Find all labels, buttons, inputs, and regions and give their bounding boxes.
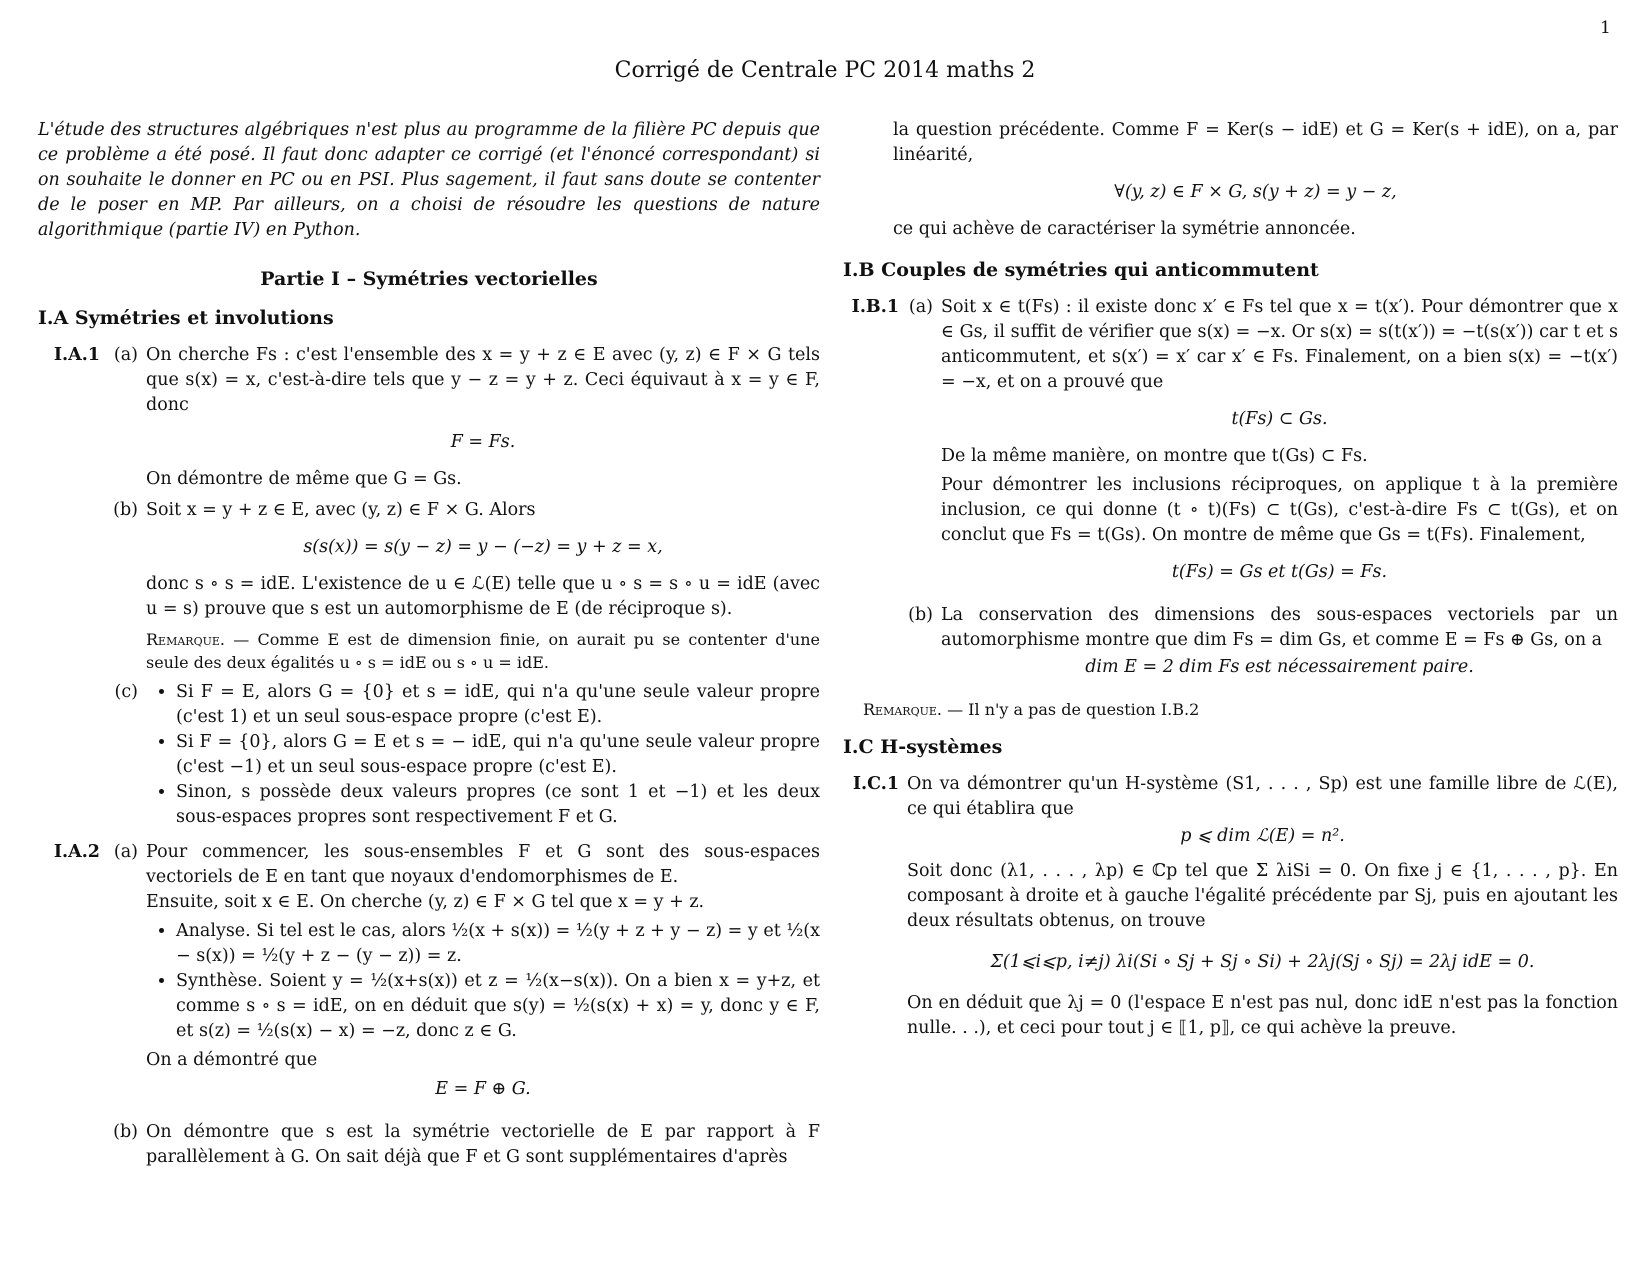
part-heading: Partie I – Symétries vectorielles xyxy=(260,268,598,290)
page-title: Corrigé de Centrale PC 2014 maths 2 xyxy=(614,58,1036,83)
subquestion-tag: (c) xyxy=(114,682,138,702)
question-IB1-b xyxy=(843,603,1618,692)
answer-text: La conservation des dimensions des sous-espaces vectoriels par un automorphisme montre que dim Fs = dim Gs, et comme E = Fs ⊕ Gs, on a xyxy=(941,605,1618,650)
question-label: I.B.1 xyxy=(851,297,899,317)
subquestion-tag: (b) xyxy=(908,605,933,625)
answer-text: Ensuite, soit x ∈ E. On cherche (y, z) ∈ F × G tel que x = y + z. xyxy=(146,892,705,912)
math-display: E = F ⊕ G. xyxy=(435,1079,531,1099)
answer-text: Soit donc (λ1, . . . , λp) ∈ ℂp tel que Σ λiSi = 0. On fixe j ∈ {1, . . . , p}. En composant à droite et à gauche l'égalité précédente par Sj, puis en ajoutant les deux résultats obtenus, on trouve xyxy=(907,861,1618,931)
subquestion-tag: (b) xyxy=(113,500,138,520)
math-display: ∀(y, z) ∈ F × G, s(y + z) = y − z, xyxy=(1114,182,1397,202)
question-IA1-c xyxy=(38,680,820,834)
answer-text: On a démontré que xyxy=(146,1050,318,1070)
math-display: dim E = 2 dim Fs est nécessairement paire. xyxy=(1085,657,1474,677)
left-column xyxy=(38,118,820,1170)
subquestion-tag: (a) xyxy=(908,297,933,317)
math-display: p ⩽ dim ℒ(E) = n². xyxy=(1180,826,1345,846)
subquestion-tag: (a) xyxy=(113,842,138,862)
math-display: F = Fs. xyxy=(450,432,516,452)
question-label: I.C.1 xyxy=(852,774,899,794)
answer-text: Pour démontrer les inclusions réciproques, on applique t à la première inclusion, ce qui donne (t ∘ t)(Fs) ⊂ t(Gs), c'est-à-dire Fs ⊂ t(Gs), et on conclut que Fs = t(Gs). On montre de même que Gs = t(Fs). Finalement, xyxy=(941,475,1618,545)
answer-text: Soit x ∈ t(Fs) : il existe donc x′ ∈ Fs tel que x = t(x′). Pour démontrer que x ∈ Gs, il suffit de vérifier que s(x) = −x. Or s(x) = s(t(x′)) = −t(s(x′)) car t et s anticommutent, et s(x′) = x′ car x′ ∈ Fs. Finalement, on a bien s(x) = −t(x′) = −x, et on a prouvé que xyxy=(941,297,1618,392)
list-item: • Sinon, s possède deux valeurs propres (ce sont 1 et −1) et les deux sous-espaces propres sont respectivement F et G. xyxy=(176,780,820,830)
section-heading-IC: I.C H-systèmes xyxy=(843,736,1003,758)
answer-text: ce qui achève de caractériser la symétrie annoncée. xyxy=(893,219,1356,239)
remark xyxy=(146,628,820,674)
answer-text: On démontre que s est la symétrie vectorielle de E par rapport à F parallèlement à G. On sait déjà que F et G sont supplémentaires d'après xyxy=(146,1122,820,1167)
math-display: t(Fs) = Gs et t(Gs) = Fs. xyxy=(1171,562,1388,582)
remark-text: — Il n'y a pas de question I.B.2 xyxy=(947,700,1200,719)
question-label: I.A.2 xyxy=(53,842,100,862)
page-number: 1 xyxy=(1600,18,1611,38)
answer-text: On va démontrer qu'un H-système (S1, . . . , Sp) est une famille libre de ℒ(E), ce qui établira que xyxy=(907,774,1618,819)
math-display: t(Fs) ⊂ Gs. xyxy=(1231,409,1328,429)
math-display: Σ(1⩽i⩽p, i≠j) λi(Si ∘ Sj + Sj ∘ Si) + 2λj(Sj ∘ Sj) = 2λj idE = 0. xyxy=(990,952,1535,972)
remark xyxy=(843,698,1618,721)
math-display: s(s(x)) = s(y − z) = y − (−z) = y + z = x, xyxy=(303,537,663,557)
answer-text: Pour commencer, les sous-ensembles F et G sont des sous-espaces vectoriels de E en tant que noyaux d'endomorphismes de E. xyxy=(146,842,820,887)
answer-text: On cherche Fs : c'est l'ensemble des x = y + z ∈ E avec (y, z) ∈ F × G tels que s(x) = x, c'est-à-dire tels que y − z = y + z. Ceci équivaut à x = y ∈ F, donc xyxy=(146,345,820,415)
right-column xyxy=(843,118,1618,1041)
question-IA2-a xyxy=(38,840,820,1114)
remark-text: — Comme E est de dimension finie, on aurait pu se contenter d'une seule des deux égalités u ∘ s = idE ou s ∘ u = idE. xyxy=(146,630,821,672)
answer-text: la question précédente. Comme F = Ker(s − idE) et G = Ker(s + idE), on a, par linéarité, xyxy=(893,120,1618,165)
subquestion-tag: (b) xyxy=(113,1122,138,1142)
question-IA1-b xyxy=(38,498,820,674)
answer-text: Soit x = y + z ∈ E, avec (y, z) ∈ F × G. Alors xyxy=(146,500,536,520)
question-IC1 xyxy=(843,772,1618,1041)
question-IA2-b xyxy=(38,1120,820,1170)
question-IA1-a xyxy=(38,343,820,492)
list-item: • Analyse. Si tel est le cas, alors ½(x + s(x)) = ½(y + z + y − z) = y et ½(x − s(x)) = ½(y + z − (y − z)) = z. xyxy=(176,919,820,969)
subquestion-tag: (a) xyxy=(113,345,138,365)
question-label: I.A.1 xyxy=(53,345,100,365)
question-IB1-a xyxy=(843,295,1618,597)
remark-head: Remarque. xyxy=(146,630,225,649)
list-item: • Si F = E, alors G = {0} et s = idE, qui n'a qu'une seule valeur propre (c'est 1) et un seul sous-espace propre (c'est E). xyxy=(176,680,820,730)
answer-text: On démontre de même que G = Gs. xyxy=(146,469,462,489)
section-heading-IA: I.A Symétries et involutions xyxy=(38,307,334,329)
list-item: • Si F = {0}, alors G = E et s = − idE, qui n'a qu'une seule valeur propre (c'est −1) et un seul sous-espace propre (c'est E). xyxy=(176,730,820,780)
answer-text: On en déduit que λj = 0 (l'espace E n'est pas nul, donc idE n'est pas la fonction nulle. . .), et ceci pour tout j ∈ ⟦1, p⟧, ce qui achève la preuve. xyxy=(907,993,1618,1038)
list-item: • Synthèse. Soient y = ½(x+s(x)) et z = ½(x−s(x)). On a bien x = y+z, et comme s ∘ s = idE, on en déduit que s(y) = ½(s(x) + x) = y, donc y ∈ F, et s(z) = ½(s(x) − x) = −z, donc z ∈ G. xyxy=(176,969,820,1044)
intro-paragraph: L'étude des structures algébriques n'est plus au programme de la filière PC depuis que ce problème a été posé. Il faut donc adapter ce corrigé (et l'énoncé correspondant) si on souhaite le donner en PC ou en PSI. Plus sagement, il faut sans doute se contenter de le poser en MP. Par ailleurs, on a choisi de résoudre les questions de nature algorithmique (partie IV) en Python. xyxy=(38,120,820,240)
answer-text: De la même manière, on montre que t(Gs) ⊂ Fs. xyxy=(941,446,1368,466)
remark-head: Remarque. xyxy=(863,700,942,719)
answer-text: donc s ∘ s = idE. L'existence de u ∈ ℒ(E) telle que u ∘ s = s ∘ u = idE (avec u = s) prouve que s est un automorphisme de E (de réciproque s). xyxy=(146,574,820,619)
section-heading-IB: I.B Couples de symétries qui anticommutent xyxy=(843,259,1319,281)
